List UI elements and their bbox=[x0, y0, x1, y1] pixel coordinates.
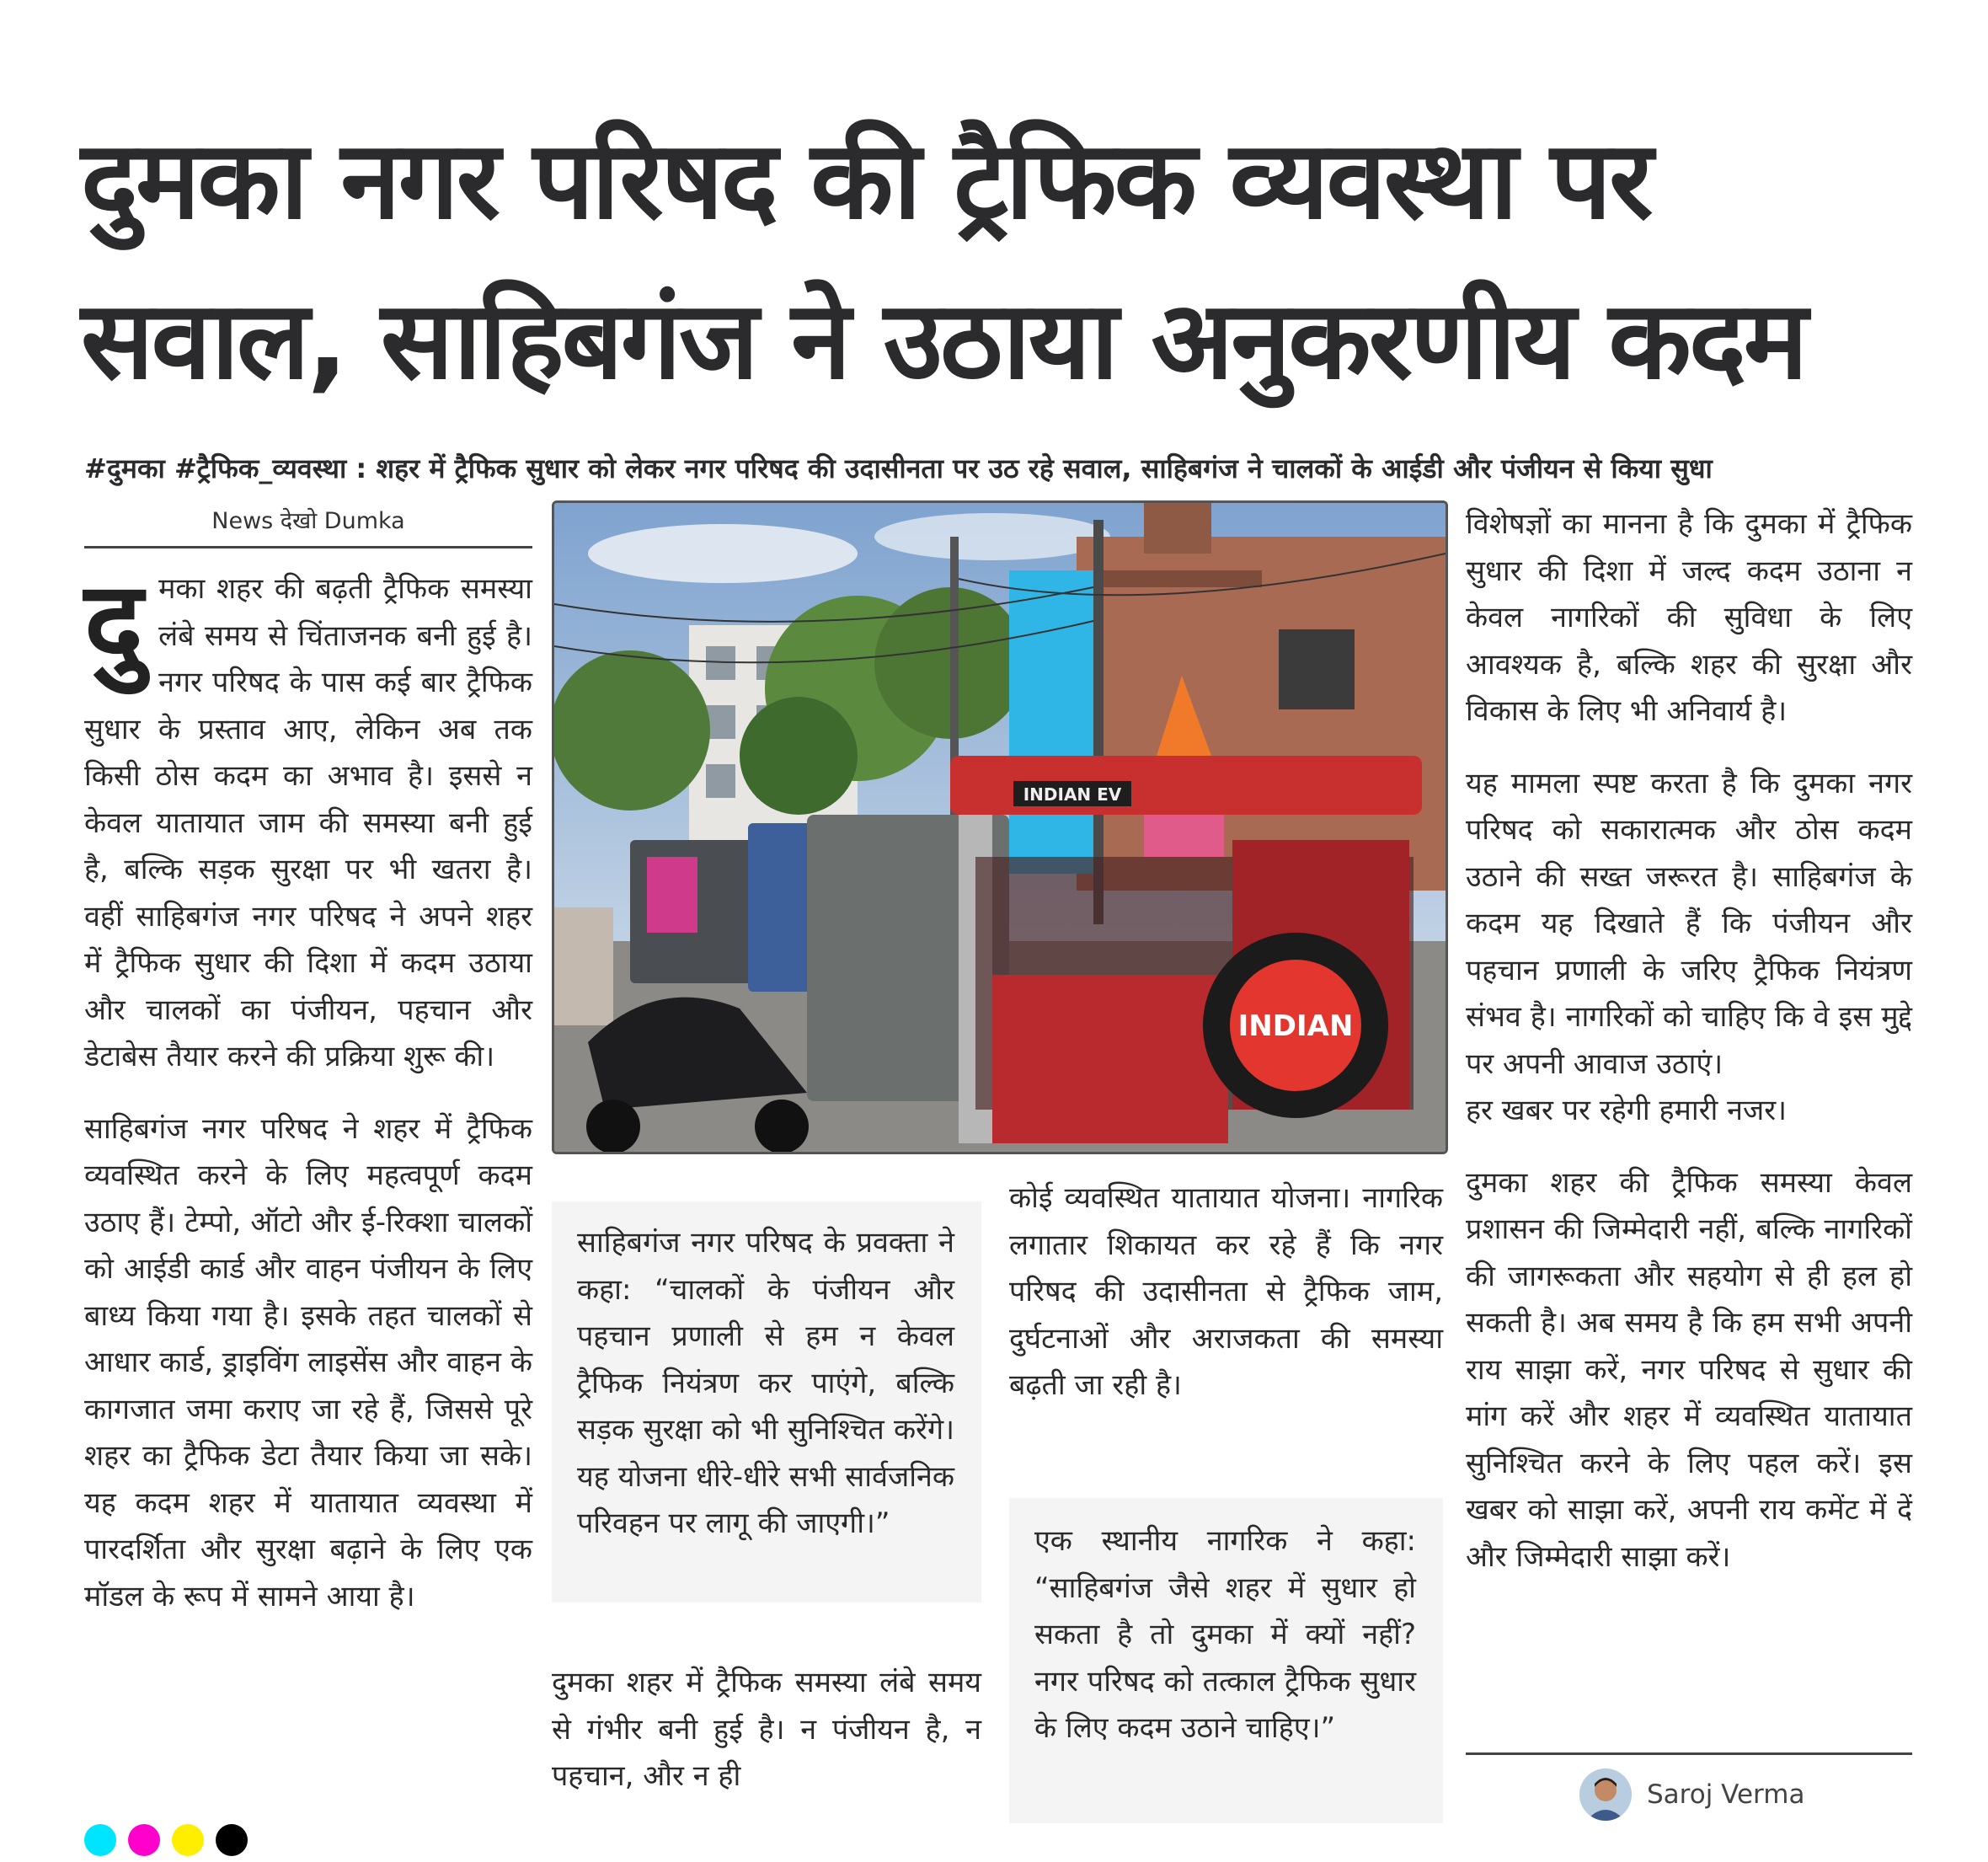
intro-text: मका शहर की बढ़ती ट्रैफिक समस्या लंबे समय से चिंताजनक बनी हुई है। नगर परिषद के पास कई बार ट्रैफिक सुधार के प्रस्ताव आए, लेकिन अब तक किसी ठोस कदम का अभाव है। इससे न केवल यातायात जाम की समस्या बनी हुई है, बल्कि सड़क सुरक्षा पर भी खतरा है। वहीं साहिबगंज नगर परिषद ने अपने शहर में ट्रैफिक सुधार की दिशा में कदम उठाया और चालकों का पंजीयन, पहचान और डेटाबेस तैयार करने की प्रक्रिया शुरू की। bbox=[84, 572, 532, 1073]
spokesperson-quote: साहिबगंज नगर परिषद के प्रवक्ता ने कहा: “चालकों के पंजीयन और पहचान प्रणाली से हम न केवल ट्रैफिक नियंत्रण कर पाएंगे, बल्कि सड़क सुरक्षा को भी सुनिश्चित करेंगे। यह योजना धीरे-धीरे सभी सार्वजनिक परिवहन पर लागू की जाएगी।” bbox=[577, 1226, 954, 1540]
cmyk-yellow-dot bbox=[172, 1824, 204, 1856]
source-divider bbox=[84, 546, 532, 548]
paragraph-intro bbox=[84, 558, 532, 1081]
spokesperson-quote-box bbox=[552, 1201, 981, 1602]
cmyk-black-dot bbox=[216, 1824, 248, 1856]
column-1 bbox=[84, 558, 532, 1645]
citizen-quote: एक स्थानीय नागरिक ने कहा: “साहिबगंज जैसे शहर में सुधार हो सकता है तो दुमका में क्यों नहीं? नगर परिषद को तत्काल ट्रैफिक सुधार के लिए कदम उठाने चाहिए।” bbox=[1034, 1524, 1416, 1745]
headline: दुमका नगर परिषद की ट्रैफिक व्यवस्था पर सवाल, साहिबगंज ने उठाया अनुकरणीय कदम bbox=[81, 118, 1806, 404]
street-scene-image bbox=[554, 503, 1446, 1152]
column-3 bbox=[1009, 1175, 1443, 1435]
citizen-quote-box bbox=[1009, 1498, 1443, 1823]
paragraph-sahibganj-steps: साहिबगंज नगर परिषद ने शहर में ट्रैफिक व्यवस्थित करने के लिए महत्वपूर्ण कदम उठाए हैं। टेम्पो, ऑटो और ई-रिक्शा चालकों को आईडी कार्ड और वाहन पंजीयन के लिए बाध्य किया गया है। इसके तहत चालकों से आधार कार्ड, ड्राइविंग लाइसेंस और वाहन के कागजात जमा कराए जा रहे हैं, जिससे पूरे शहर का ट्रैफिक डेटा तैयार किया जा सके। यह कदम शहर में यातायात व्यवस्था में पारदर्शिता और सुरक्षा बढ़ाने के लिए एक मॉडल के रूप में सामने आया है। bbox=[84, 1111, 532, 1613]
column-4 bbox=[1466, 501, 1912, 1606]
column-2-bottom bbox=[552, 1660, 981, 1826]
cmyk-magenta-dot bbox=[128, 1824, 160, 1856]
photo-sign-text: INDIAN EV bbox=[1023, 784, 1122, 805]
cmyk-cyan-dot bbox=[84, 1824, 116, 1856]
wheel-cover-text: INDIAN bbox=[1237, 1009, 1354, 1043]
paragraph-citizen-complaints: कोई व्यवस्थित यातायात योजना। नागरिक लगातार शिकायत कर रहे हैं कि नगर परिषद की उदासीनता से ट्रैफिक जाम, दुर्घटनाओं और अराजकता की समस्या बढ़ती जा रही है। bbox=[1009, 1181, 1443, 1402]
author-divider bbox=[1466, 1752, 1912, 1755]
source-byline: News देखो Dumka bbox=[211, 508, 405, 534]
author-name: Saroj Verma bbox=[1647, 1779, 1805, 1810]
paragraph-tagline: हर खबर पर रहेगी हमारी नजर। bbox=[1466, 1094, 1788, 1127]
subheadline: #दुमका #ट्रैफिक_व्यवस्था : शहर में ट्रैफिक सुधार को लेकर नगर परिषद की उदासीनता पर उठ रहे सवाल, साहिबगंज ने चालकों के आईडी और पंजीयन से किया सुधा bbox=[84, 452, 1713, 484]
author-avatar-icon bbox=[1579, 1768, 1632, 1821]
drop-cap: दु bbox=[84, 558, 144, 688]
paragraph-call-to-action: दुमका शहर की ट्रैफिक समस्या केवल प्रशासन की जिम्मेदारी नहीं, बल्कि नागरिकों की जागरूकता और सहयोग से ही हल हो सकती है। अब समय है कि हम सभी अपनी राय साझा करें, नगर परिषद से सुधार की मांग करें और शहर में व्यवस्थित यातायात सुनिश्चित करने के लिए पहल करें। इस खबर को साझा करें, अपनी राय कमेंट में दें और जिम्मेदारी साझा करें। bbox=[1466, 1165, 1912, 1574]
paragraph-experts: विशेषज्ञों का मानना है कि दुमका में ट्रैफिक सुधार की दिशा में जल्द कदम उठाना न केवल नागरिकों की सुविधा के लिए आवश्यक है, बल्कि शहर की सुरक्षा और विकास के लिए भी अनिवार्य है। bbox=[1466, 507, 1912, 728]
author-byline bbox=[1579, 1768, 1804, 1822]
article-photo bbox=[552, 500, 1448, 1154]
paragraph-dumka-problem: दुमका शहर में ट्रैफिक समस्या लंबे समय से गंभीर बनी हुई है। न पंजीयन है, न पहचान, और न ही bbox=[552, 1666, 981, 1793]
avatar bbox=[1579, 1768, 1632, 1821]
paragraph-conclusion: यह मामला स्पष्ट करता है कि दुमका नगर परिषद को सकारात्मक और ठोस कदम उठाने की सख्त जरूरत है। साहिबगंज के कदम यह दिखाते हैं कि पंजीयन और पहचान प्रणाली के जरिए ट्रैफिक नियंत्रण संभव है। नागरिकों को चाहिए कि वे इस मुद्दे पर अपनी आवाज उठाएं। bbox=[1466, 766, 1912, 1081]
